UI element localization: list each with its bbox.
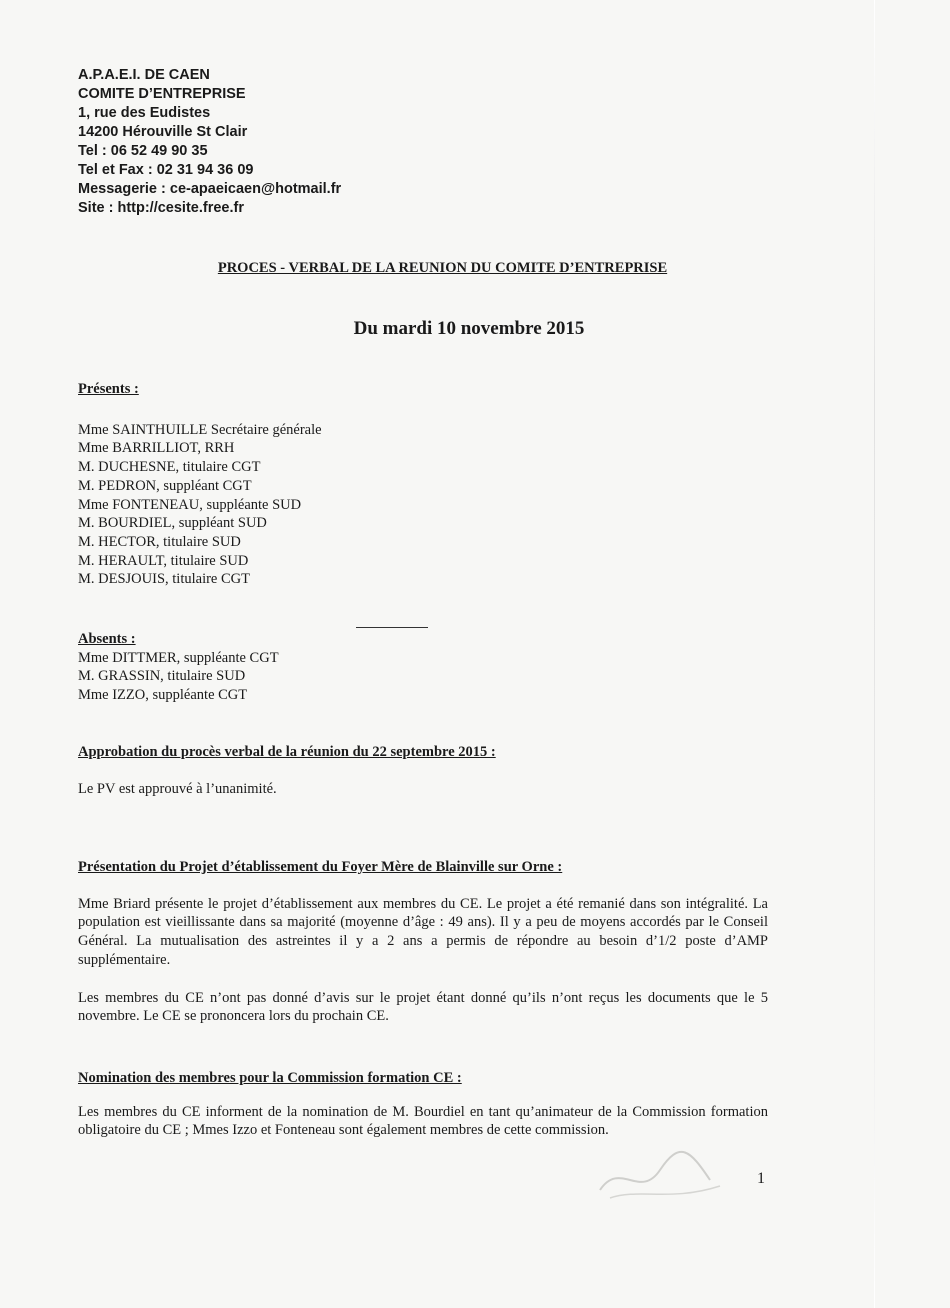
phone-fax: Tel et Fax : 02 31 94 36 09 [78,162,254,178]
approbation-heading: Approbation du procès verbal de la réunion du 22 septembre 2015 : [78,744,496,760]
address-city: 14200 Hérouville St Clair [78,124,248,140]
absents-heading: Absents : [78,631,136,647]
absents-section [78,630,768,705]
document-title: PROCES - VERBAL DE LA REUNION DU COMITE D’ENTREPRISE [217,260,668,276]
list-item: M. PEDRON, suppléant CGT [78,477,252,494]
list-item: Mme IZZO, suppléante CGT [78,687,248,704]
list-item: M. HECTOR, titulaire SUD [78,533,241,550]
nomination-section [78,1069,768,1140]
list-item: M. DUCHESNE, titulaire CGT [78,459,261,476]
letterhead [78,66,341,218]
email: Messagerie : ce-apaeicaen@hotmail.fr [78,181,342,197]
list-item: Mme BARRILLIOT, RRH [78,440,235,457]
divider [356,627,428,628]
list-item: Mme DITTMER, suppléante CGT [78,649,279,666]
presentation-paragraph-1: Mme Briard présente le projet d’établissement aux membres du CE. Le projet a été remanié dans son intégralité. La population est vieillissante dans sa majorité (moyenne d’âge : 49 ans). Il y a peu de moyens accordés par le Conseil Général. La mutualisation des astreintes il y a 2 ans a permis de répondre au besoin d’1/2 poste d’AMP supplémentaire. [78,895,768,968]
address-street: 1, rue des Eudistes [78,105,211,121]
list-item: M. GRASSIN, titulaire SUD [78,668,246,685]
nomination-heading: Nomination des membres pour la Commission formation CE : [78,1070,462,1086]
list-item: Mme FONTENEAU, suppléante SUD [78,496,302,513]
scan-edge-shadow [874,0,875,1308]
list-item: M. BOURDIEL, suppléant SUD [78,515,267,532]
presents-section [78,380,768,589]
list-item: M. DESJOUIS, titulaire CGT [78,571,250,588]
list-item: Mme SAINTHUILLE Secrétaire générale [78,421,322,438]
page-number: 1 [757,1170,765,1187]
presentation-heading: Présentation du Projet d’établissement du Foyer Mère de Blainville sur Orne : [78,859,563,875]
org-name: A.P.A.E.I. DE CAEN [78,67,210,83]
list-item: M. HERAULT, titulaire SUD [78,552,249,569]
presentation-section [78,858,768,1026]
approbation-section [78,743,768,798]
signature-bleed [590,1140,730,1210]
website: Site : http://cesite.free.fr [78,200,244,216]
phone: Tel : 06 52 49 90 35 [78,143,208,159]
committee-name: COMITE D’ENTREPRISE [78,86,246,102]
approbation-text: Le PV est approuvé à l’unanimité. [78,780,277,797]
nomination-text: Les membres du CE informent de la nomination de M. Bourdiel en tant qu’animateur de la Commission formation obligatoire du CE ; Mmes Izzo et Fonteneau sont également membres de cette commission. [78,1103,768,1139]
presents-heading: Présents : [78,381,139,397]
meeting-date: Du mardi 10 novembre 2015 [353,318,585,339]
presentation-paragraph-2: Les membres du CE n’ont pas donné d’avis sur le projet étant donné qu’ils n’ont reçus les documents que le 5 novembre. Le CE se prononcera lors du prochain CE. [78,989,768,1025]
